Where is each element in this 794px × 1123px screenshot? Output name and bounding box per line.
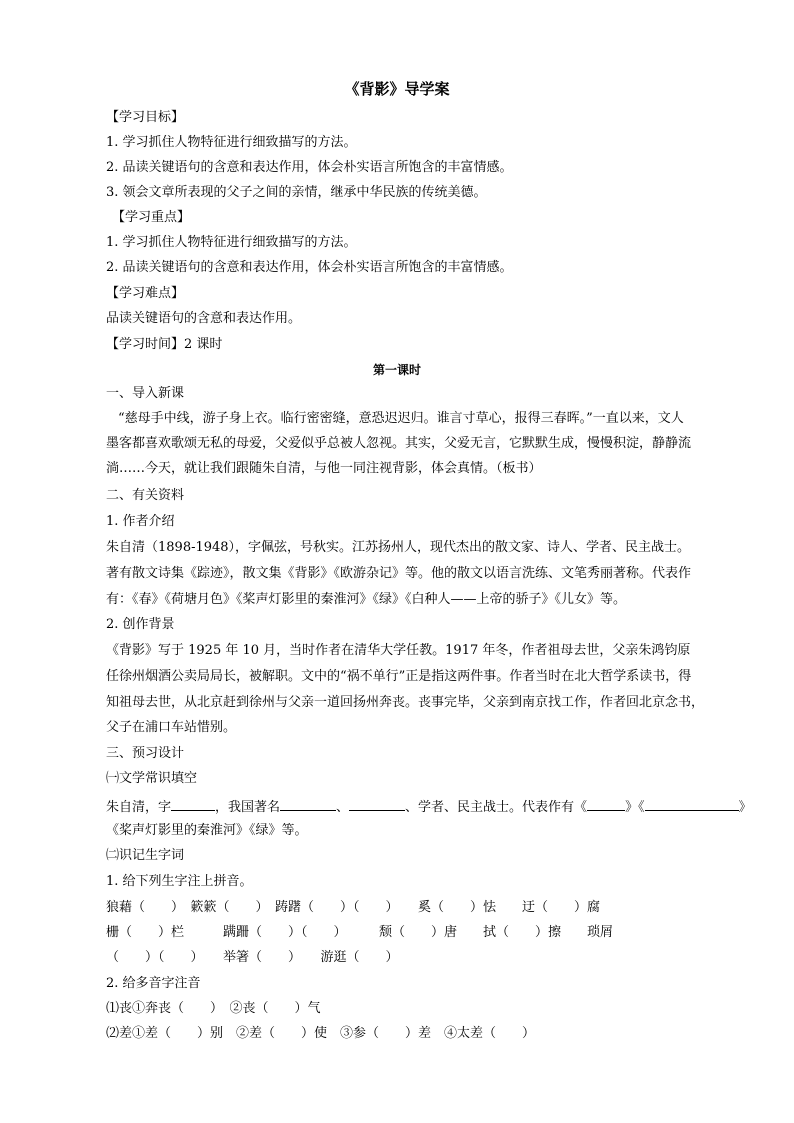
objectives-header: 【学习目标】 — [106, 110, 185, 125]
study-time: 【学习时间】2 课时 — [106, 337, 223, 352]
intro-paragraph-line: 墨客都喜欢歌颂无私的母爱，父爱似乎总被人忽视。其实，父爱无言，它默默生成，慢慢积淀，静静流 — [106, 436, 692, 451]
key-point-item: 2. 品读关键语句的含意和表达作用，体会朴实语言所饱含的丰富情感。 — [106, 260, 513, 275]
difficulty-text: 品读关键语句的含意和表达作用。 — [106, 311, 302, 326]
fill-text: 、 — [336, 800, 350, 815]
fill-blank-role-1[interactable] — [280, 797, 336, 811]
intro-paragraph-line: 淌……今天，就让我们跟随朱自清，与他一同注视背影，体会真情。（板书） — [106, 461, 542, 476]
fill-blank-courtesy-name[interactable] — [171, 797, 215, 811]
literature-heading: ㈠文学常识填空 — [106, 771, 198, 786]
polyphone-heading: 2. 给多音字注音 — [106, 976, 201, 991]
fill-text: 》《 — [625, 800, 645, 815]
fill-blank-work-2[interactable] — [645, 797, 739, 811]
vocab-heading: ㈡识记生字词 — [106, 848, 185, 863]
objective-item: 1. 学习抓住人物特征进行细致描写的方法。 — [106, 135, 357, 150]
pinyin-exercise-line: （ ）（ ） 举箸（ ） 游逛（ ） — [106, 950, 399, 965]
section-heading-preview: 三、预习设计 — [106, 746, 185, 761]
key-points-header: 【学习重点】 — [112, 210, 191, 225]
page-title: 《背影》导学案 — [344, 80, 450, 98]
fill-text: ，我国著名 — [215, 800, 281, 815]
background-paragraph-line: 任徐州烟酒公卖局局长，被解职。文中的“祸不单行”正是指这两件事。作者当时在北大哲学系读书，得 — [106, 669, 692, 684]
background-paragraph-line: 知祖母去世，从北京赶到徐州与父亲一道回扬州奔丧。丧事完毕，父亲到南京找工作，作者回北京念书， — [106, 695, 705, 710]
author-paragraph-line: 著有散文诗集《踪迹》，散文集《背影》《欧游杂记》等。他的散文以语言洗练、文笔秀丽著称。代表作 — [106, 566, 692, 581]
background-paragraph-line: 《背影》写于 1925 年 10 月，当时作者在清华大学任教。1917 年冬，作者祖母去世，父亲朱鸿钧原 — [106, 643, 691, 658]
fill-text: 》 — [738, 800, 752, 815]
polyphone-exercise-line: ⑴丧①奔丧（ ） ②丧（ ）气 — [106, 1001, 321, 1016]
polyphone-exercise-line: ⑵差①差（ ）别 ②差（ ）使 ③参（ ）差 ④太差（ ） — [106, 1026, 536, 1041]
fill-text: 、学者、民主战士。代表作有《 — [405, 800, 588, 815]
objective-item: 3. 领会文章所表现的父子之间的亲情，继承中华民族的传统美德。 — [106, 185, 487, 200]
author-heading: 1. 作者介绍 — [106, 514, 175, 529]
pinyin-heading: 1. 给下列生字注上拼音。 — [106, 874, 253, 889]
lesson-heading: 第一课时 — [372, 363, 421, 377]
objective-item: 2. 品读关键语句的含意和表达作用，体会朴实语言所饱含的丰富情感。 — [106, 160, 513, 175]
author-paragraph-line: 有：《春》《荷塘月色》《桨声灯影里的秦淮河》《绿》《白种人——上帝的骄子》《儿女》等。 — [106, 592, 627, 607]
difficulty-header: 【学习难点】 — [106, 286, 185, 301]
key-point-item: 1. 学习抓住人物特征进行细致描写的方法。 — [106, 235, 357, 250]
pinyin-exercise-line: 狼藉（ ） 簌簌（ ） 踌躇（ ）（ ） 奚（ ）怯 迂（ ）腐 — [106, 900, 601, 915]
background-paragraph-line: 父子在浦口车站惜别。 — [106, 720, 237, 735]
literature-fill-line — [106, 797, 752, 816]
fill-blank-work-1[interactable] — [587, 797, 625, 811]
pinyin-exercise-line: 栅（ ）栏 蹒跚（ ）（ ） 颓（ ）唐 拭（ ）擦 琐屑 — [106, 925, 614, 940]
section-heading-materials: 二、有关资料 — [106, 488, 185, 503]
intro-paragraph-line: “慈母手中线，游子身上衣。临行密密缝，意恐迟迟归。谁言寸草心，报得三春晖。”一直以来，文人 — [118, 411, 684, 426]
section-heading-intro: 一、导入新课 — [106, 386, 185, 401]
literature-fill-line-2: 《桨声灯影里的秦淮河》《绿》等。 — [106, 823, 308, 838]
background-heading: 2. 创作背景 — [106, 617, 175, 632]
fill-text: 朱自清，字 — [106, 800, 172, 815]
fill-blank-role-2[interactable] — [349, 797, 405, 811]
author-paragraph-line: 朱自清（1898-1948），字佩弦，号秋实。江苏扬州人，现代杰出的散文家、诗人、学者、民主战士。 — [106, 540, 691, 555]
